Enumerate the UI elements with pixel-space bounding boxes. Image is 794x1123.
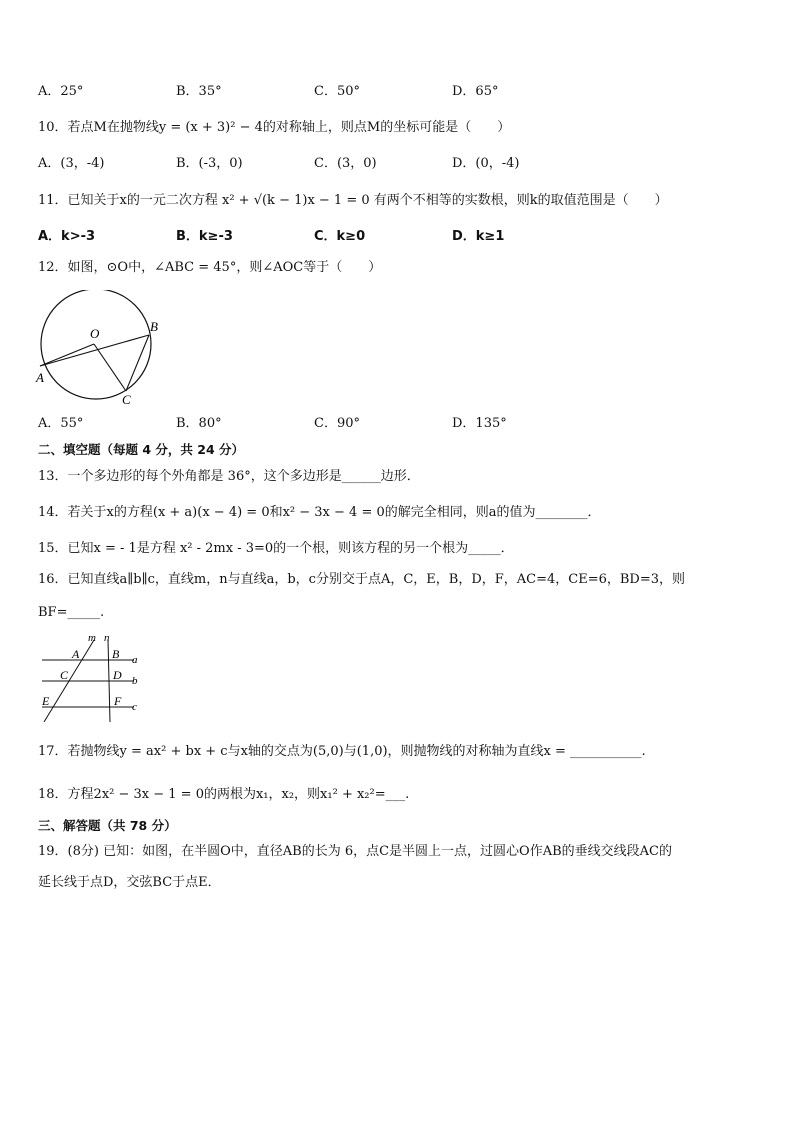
q9-option-b: B．35° (176, 84, 222, 99)
segment-ao (40, 344, 94, 366)
q10-option-c: C．(3，0) (314, 156, 377, 171)
q11-option-a: A．k>-3 (38, 229, 96, 244)
label-o: O (90, 326, 100, 341)
label-m: m (88, 632, 96, 644)
q10-option-a: A．(3，-4) (38, 156, 105, 171)
q14-text: 14．若关于x的方程(x + a)(x − 4) = 0和x² − 3x − 4 = 0的解完全相同，则a的值为________． (38, 505, 601, 520)
q11-text: 11．已知关于x的一元二次方程 x² + √(k − 1)x − 1 = 0 有两个不相等的实数根，则k的取值范围是（ ） (38, 193, 668, 208)
q19-text-line2: 延长线于点D，交弦BC于点E． (38, 875, 221, 890)
label-point-e: E (42, 694, 50, 708)
label-line-c: c (132, 701, 137, 713)
q12-circle-figure (30, 290, 170, 410)
segment-bc (126, 335, 149, 391)
q12-option-b: B．80° (176, 416, 222, 431)
label-n: n (104, 632, 110, 644)
q19-text-line1: 19．(8分) 已知：如图，在半圆O中，直径AB的长为 6，点C是半圆上一点，过圆心O作AB的垂线交线段AC的 (38, 844, 672, 859)
q12-option-d: D．135° (452, 416, 507, 431)
q9-option-c: C．50° (314, 84, 360, 99)
q10-option-d: D．(0，-4) (452, 156, 520, 171)
q16-text-line2: BF=_____. (38, 605, 105, 620)
label-point-a: A (72, 647, 80, 661)
label-point-f: F (114, 694, 122, 708)
label-b: B (150, 319, 158, 334)
q16-text-line1: 16．已知直线a∥b∥c，直线m，n与直线a，b，c分别交于点A，C，E，B，D，F，AC=4，CE=6，BD=3，则 (38, 572, 686, 587)
label-a: A (36, 370, 44, 385)
q12-text: 12．如图，⊙O中，∠ABC = 45°，则∠AOC等于（ ） (38, 260, 382, 275)
q9-option-d: D．65° (452, 84, 499, 99)
q11-option-b: B．k≥-3 (176, 229, 233, 244)
segment-oc (94, 344, 126, 391)
label-c: C (122, 392, 131, 407)
q15-text: 15．已知x = - 1是方程 x² - 2mx - 3=0的一个根，则该方程的另一个根为_____． (38, 541, 514, 556)
q11-option-d: D．k≥1 (452, 229, 505, 244)
q10-text: 10．若点M在抛物线y = (x + 3)² − 4的对称轴上，则点M的坐标可能是（ ） (38, 120, 511, 135)
circle-o (41, 290, 151, 399)
q18-text: 18．方程2x² − 3x − 1 = 0的两根为x₁，x₂，则x₁² + x₂²=___. (38, 787, 410, 802)
q17-text: 17．若抛物线y = ax² + bx + c与x轴的交点为(5,0)与(1,0)，则抛物线的对称轴为直线x = ___________. (38, 744, 646, 759)
label-point-c: C (60, 668, 69, 682)
q9-option-a: A．25° (38, 84, 84, 99)
label-point-d: D (113, 668, 122, 682)
q16-parallel-lines-figure (36, 630, 146, 722)
label-point-b: B (112, 647, 120, 661)
label-line-b: b (132, 675, 138, 687)
q13-text: 13．一个多边形的每个外角都是 36°，这个多边形是______边形． (38, 469, 420, 484)
q12-option-c: C．90° (314, 416, 360, 431)
q11-option-c: C．k≥0 (314, 229, 366, 244)
section-2-heading: 二、填空题（每题 4 分，共 24 分） (38, 442, 245, 457)
label-line-a: a (132, 654, 138, 666)
section-3-heading: 三、解答题（共 78 分） (38, 818, 177, 833)
q12-option-a: A．55° (38, 416, 84, 431)
q10-option-b: B．(-3，0) (176, 156, 243, 171)
